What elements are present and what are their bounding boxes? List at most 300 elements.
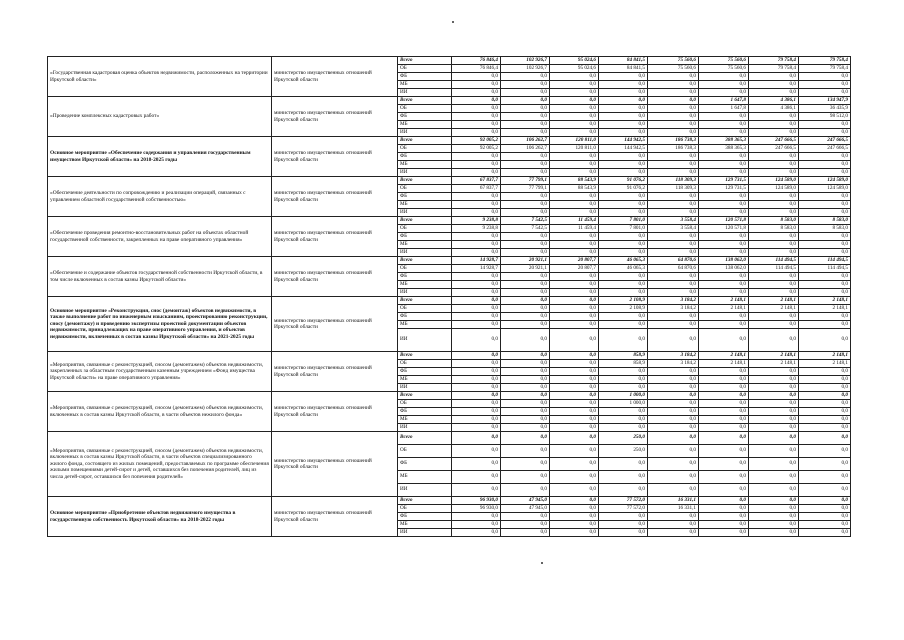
amount-cell: 91 076,2 [599, 177, 648, 185]
amount-cell: 36 435,9 [799, 105, 851, 113]
amount-cell: 0,0 [599, 97, 648, 105]
amount-cell: 120 571,8 [699, 217, 749, 225]
amount-cell: 3 184,2 [648, 297, 699, 305]
amount-cell: 124 589,0 [799, 185, 851, 193]
amount-cell: 0,0 [799, 241, 851, 249]
amount-cell: 0,0 [699, 400, 749, 408]
funding-source: Всего [398, 392, 452, 400]
amount-cell: 88 543,9 [550, 177, 599, 185]
funding-source: ФБ [398, 73, 452, 81]
funding-source: ФБ [398, 458, 452, 471]
funding-source: ИИ [398, 289, 452, 297]
amount-cell: 0,0 [699, 169, 749, 177]
funding-source: МБ [398, 81, 452, 89]
amount-cell: 0,0 [699, 81, 749, 89]
amount-cell: 75 560,6 [699, 57, 749, 65]
activity-name: «Проведение комплексных кадастровых работ» [48, 97, 272, 137]
amount-cell: 0,0 [599, 384, 648, 392]
amount-cell: 0,0 [599, 249, 648, 257]
amount-cell: 0,0 [699, 193, 749, 201]
amount-cell: 84 841,5 [599, 65, 648, 73]
amount-cell: 0,0 [648, 408, 699, 416]
amount-cell: 0,0 [648, 471, 699, 484]
amount-cell: 0,0 [599, 273, 648, 281]
amount-cell: 0,0 [452, 392, 501, 400]
amount-cell: 0,0 [452, 384, 501, 392]
amount-cell: 0,0 [599, 241, 648, 249]
amount-cell: 2 108,9 [599, 297, 648, 305]
amount-cell: 247 666,5 [749, 145, 799, 153]
amount-cell: 2 148,1 [799, 360, 851, 368]
funding-source: ОБ [398, 400, 452, 408]
responsible-executor: министерство имущественных отношений Иркутской области [272, 57, 398, 97]
amount-cell: 0,0 [648, 281, 699, 289]
amount-cell: 0,0 [501, 408, 550, 416]
amount-cell: 0,0 [699, 424, 749, 432]
amount-cell: 0,0 [648, 376, 699, 384]
amount-cell: 0,0 [749, 89, 799, 97]
amount-cell: 0,0 [699, 505, 749, 513]
amount-cell: 0,0 [799, 321, 851, 329]
amount-cell: 0,0 [648, 273, 699, 281]
amount-cell: 2 148,1 [749, 305, 799, 313]
amount-cell: 0,0 [799, 289, 851, 297]
amount-cell: 0,0 [648, 521, 699, 529]
amount-cell: 0,0 [648, 193, 699, 201]
amount-cell: 0,0 [599, 129, 648, 137]
amount-cell: 0,0 [501, 73, 550, 81]
amount-cell: 0,0 [699, 281, 749, 289]
table-row [48, 392, 851, 400]
amount-cell: 0,0 [749, 153, 799, 161]
amount-cell: 0,0 [648, 458, 699, 471]
amount-cell: 0,0 [799, 384, 851, 392]
amount-cell: 0,0 [799, 161, 851, 169]
amount-cell: 0,0 [648, 529, 699, 537]
funding-source: ОБ [398, 225, 452, 233]
amount-cell: 0,0 [452, 368, 501, 376]
amount-cell: 0,0 [550, 408, 599, 416]
amount-cell: 0,0 [799, 281, 851, 289]
amount-cell: 0,0 [550, 273, 599, 281]
funding-source: ОБ [398, 445, 452, 458]
amount-cell: 0,0 [452, 241, 501, 249]
amount-cell: 0,0 [648, 201, 699, 209]
amount-cell: 88 543,9 [550, 185, 599, 193]
amount-cell: 0,0 [699, 161, 749, 169]
amount-cell: 0,0 [452, 169, 501, 177]
amount-cell: 0,0 [699, 121, 749, 129]
amount-cell: 0,0 [648, 153, 699, 161]
funding-source: ОБ [398, 105, 452, 113]
amount-cell: 0,0 [550, 289, 599, 297]
activity-name: Основное мероприятие «Реконструкция, снос (демонтаж) объектов недвижимости, в также выполнение работ по инженерным изысканиям, проектированию реконструкции, сносу (демонтажу) и проведению экспертизы проектной документации объектов недвижимости, принадлежащих на праве оперативного управления, и объектов недвижимости, включенных в состав казны Иркутской области» на 2021-2025 годы [48, 297, 272, 352]
amount-cell: 0,0 [599, 368, 648, 376]
amount-cell: 0,0 [550, 313, 599, 321]
activity-name: «Мероприятия, связанные с реконструкцией, сносом (демонтажем) объектов недвижимости, закрепленных за областным государственным казенным учреждением «Фонд имущества Иркутской области» на праве оперативного управления» [48, 352, 272, 392]
amount-cell: 0,0 [599, 105, 648, 113]
amount-cell: 0,0 [501, 416, 550, 424]
amount-cell: 118 309,3 [648, 177, 699, 185]
amount-cell: 0,0 [501, 321, 550, 329]
amount-cell: 0,0 [799, 408, 851, 416]
activity-name: «Обеспечение деятельности по сопровождению и реализации операций, связанных с управлением областной государственной собственностью» [48, 177, 272, 217]
amount-cell: 46 065,3 [599, 257, 648, 265]
funding-source: МБ [398, 521, 452, 529]
amount-cell: 120 571,8 [699, 225, 749, 233]
amount-cell: 0,0 [452, 249, 501, 257]
amount-cell: 0,0 [749, 193, 799, 201]
funding-source: МБ [398, 201, 452, 209]
amount-cell: 0,0 [452, 360, 501, 368]
amount-cell: 0,0 [501, 329, 550, 352]
amount-cell: 0,0 [501, 529, 550, 537]
amount-cell: 0,0 [599, 233, 648, 241]
amount-cell: 0,0 [550, 233, 599, 241]
amount-cell: 0,0 [501, 153, 550, 161]
amount-cell: 0,0 [699, 513, 749, 521]
funding-source: ФБ [398, 193, 452, 201]
amount-cell: 4 386,1 [749, 97, 799, 105]
amount-cell: 0,0 [501, 105, 550, 113]
amount-cell: 0,0 [452, 289, 501, 297]
amount-cell: 0,0 [799, 521, 851, 529]
amount-cell: 20 921,1 [501, 257, 550, 265]
amount-cell: 0,0 [501, 445, 550, 458]
amount-cell: 0,0 [550, 505, 599, 513]
amount-cell: 0,0 [599, 313, 648, 321]
amount-cell: 2 148,1 [749, 297, 799, 305]
funding-source: ИИ [398, 484, 452, 497]
amount-cell: 0,0 [599, 471, 648, 484]
amount-cell: 0,0 [452, 408, 501, 416]
amount-cell: 0,0 [452, 89, 501, 97]
amount-cell: 0,0 [749, 521, 799, 529]
amount-cell: 0,0 [501, 249, 550, 257]
amount-cell: 14 928,7 [452, 257, 501, 265]
amount-cell: 0,0 [799, 400, 851, 408]
amount-cell: 0,0 [799, 81, 851, 89]
amount-cell: 0,0 [799, 513, 851, 521]
amount-cell: 0,0 [501, 424, 550, 432]
amount-cell: 0,0 [452, 281, 501, 289]
amount-cell: 0,0 [550, 169, 599, 177]
amount-cell: 0,0 [648, 313, 699, 321]
amount-cell: 0,0 [699, 329, 749, 352]
amount-cell: 0,0 [799, 484, 851, 497]
amount-cell: 91 076,2 [599, 185, 648, 193]
amount-cell: 0,0 [749, 281, 799, 289]
scan-speck [541, 562, 543, 564]
amount-cell: 0,0 [599, 73, 648, 81]
funding-source: ИИ [398, 89, 452, 97]
amount-cell: 2 148,1 [799, 305, 851, 313]
funding-source: МБ [398, 161, 452, 169]
amount-cell: 0,0 [501, 233, 550, 241]
amount-cell: 247 666,5 [799, 145, 851, 153]
amount-cell: 77 799,1 [501, 177, 550, 185]
amount-cell: 0,0 [452, 97, 501, 105]
amount-cell: 0,0 [501, 313, 550, 321]
amount-cell: 0,0 [599, 408, 648, 416]
amount-cell: 3 558,4 [648, 217, 699, 225]
amount-cell: 0,0 [648, 169, 699, 177]
amount-cell: 120 811,0 [550, 145, 599, 153]
funding-source: ИИ [398, 384, 452, 392]
amount-cell: 7 542,5 [501, 225, 550, 233]
amount-cell: 0,0 [550, 376, 599, 384]
amount-cell: 0,0 [749, 321, 799, 329]
amount-cell: 11 459,4 [550, 217, 599, 225]
amount-cell: 129 731,5 [699, 177, 749, 185]
table-row [48, 257, 851, 265]
amount-cell: 0,0 [599, 281, 648, 289]
amount-cell: 0,0 [749, 513, 799, 521]
amount-cell: 0,0 [550, 193, 599, 201]
table-row [48, 432, 851, 445]
amount-cell: 2 108,9 [599, 305, 648, 313]
amount-cell: 0,0 [550, 297, 599, 305]
amount-cell: 0,0 [550, 81, 599, 89]
amount-cell: 0,0 [599, 521, 648, 529]
funding-source: Всего [398, 57, 452, 65]
table-row [48, 137, 851, 145]
amount-cell: 0,0 [699, 113, 749, 121]
amount-cell: 0,0 [749, 249, 799, 257]
amount-cell: 1 000,0 [599, 392, 648, 400]
amount-cell: 388 365,3 [699, 145, 749, 153]
amount-cell: 0,0 [699, 209, 749, 217]
amount-cell: 0,0 [799, 445, 851, 458]
amount-cell: 0,0 [550, 305, 599, 313]
activity-name: «Обеспечение проведения ремонтно-восстановительных работ на объектах областной государственной собственности, закрепленных на праве оперативного управления» [48, 217, 272, 257]
amount-cell: 0,0 [749, 368, 799, 376]
amount-cell: 0,0 [550, 424, 599, 432]
amount-cell: 0,0 [749, 129, 799, 137]
amount-cell: 1 000,0 [599, 400, 648, 408]
amount-cell: 0,0 [501, 360, 550, 368]
amount-cell: 0,0 [648, 113, 699, 121]
amount-cell: 0,0 [648, 384, 699, 392]
funding-source: ИИ [398, 249, 452, 257]
funding-source: МБ [398, 241, 452, 249]
funding-source: ОБ [398, 505, 452, 513]
amount-cell: 0,0 [501, 368, 550, 376]
amount-cell: 0,0 [749, 313, 799, 321]
amount-cell: 0,0 [501, 432, 550, 445]
amount-cell: 0,0 [599, 161, 648, 169]
amount-cell: 0,0 [749, 169, 799, 177]
amount-cell: 0,0 [452, 297, 501, 305]
responsible-executor: министерство имущественных отношений Иркутской области [272, 497, 398, 537]
amount-cell: 0,0 [550, 360, 599, 368]
amount-cell: 2 148,1 [699, 305, 749, 313]
amount-cell: 0,0 [550, 400, 599, 408]
table-row [48, 177, 851, 185]
amount-cell: 0,0 [452, 313, 501, 321]
amount-cell: 0,0 [749, 392, 799, 400]
responsible-executor: министерство имущественных отношений Иркутской области [272, 352, 398, 392]
amount-cell: 8 583,0 [749, 225, 799, 233]
table-row [48, 352, 851, 360]
responsible-executor: министерство имущественных отношений Иркутской области [272, 97, 398, 137]
amount-cell: 0,0 [550, 321, 599, 329]
amount-cell: 0,0 [452, 416, 501, 424]
amount-cell: 0,0 [550, 432, 599, 445]
amount-cell: 0,0 [452, 376, 501, 384]
funding-source: ФБ [398, 153, 452, 161]
amount-cell: 134 947,9 [799, 97, 851, 105]
scan-speck [452, 21, 454, 23]
amount-cell: 0,0 [799, 392, 851, 400]
amount-cell: 0,0 [749, 376, 799, 384]
amount-cell: 106 262,7 [501, 137, 550, 145]
amount-cell: 76 846,4 [452, 57, 501, 65]
amount-cell: 79 758,4 [799, 65, 851, 73]
amount-cell: 0,0 [550, 89, 599, 97]
responsible-executor: министерство имущественных отношений Иркутской области [272, 297, 398, 352]
amount-cell: 0,0 [501, 513, 550, 521]
amount-cell: 0,0 [799, 329, 851, 352]
funding-source: ИИ [398, 129, 452, 137]
amount-cell: 0,0 [452, 233, 501, 241]
amount-cell: 102 926,7 [501, 65, 550, 73]
amount-cell: 75 560,6 [699, 65, 749, 73]
amount-cell: 0,0 [749, 241, 799, 249]
amount-cell: 247 666,5 [799, 137, 851, 145]
funding-source: ФБ [398, 408, 452, 416]
amount-cell: 0,0 [699, 241, 749, 249]
amount-cell: 0,0 [599, 321, 648, 329]
amount-cell: 0,0 [599, 113, 648, 121]
amount-cell: 0,0 [799, 73, 851, 81]
amount-cell: 186 738,3 [648, 137, 699, 145]
amount-cell: 0,0 [550, 521, 599, 529]
amount-cell: 186 738,3 [648, 145, 699, 153]
amount-cell: 2 148,1 [799, 297, 851, 305]
amount-cell: 1 647,8 [699, 105, 749, 113]
amount-cell: 20 807,7 [550, 265, 599, 273]
amount-cell: 0,0 [599, 89, 648, 97]
amount-cell: 0,0 [648, 329, 699, 352]
amount-cell: 0,0 [799, 313, 851, 321]
amount-cell: 75 560,6 [648, 65, 699, 73]
amount-cell: 0,0 [550, 97, 599, 105]
amount-cell: 0,0 [550, 392, 599, 400]
amount-cell: 0,0 [501, 113, 550, 121]
amount-cell: 7 801,0 [599, 217, 648, 225]
amount-cell: 2 148,1 [699, 352, 749, 360]
amount-cell: 0,0 [648, 233, 699, 241]
amount-cell: 0,0 [749, 408, 799, 416]
amount-cell: 0,0 [599, 289, 648, 297]
amount-cell: 0,0 [799, 193, 851, 201]
amount-cell: 20 807,7 [550, 257, 599, 265]
amount-cell: 0,0 [550, 529, 599, 537]
amount-cell: 0,0 [749, 121, 799, 129]
amount-cell: 9 238,8 [452, 225, 501, 233]
amount-cell: 0,0 [699, 313, 749, 321]
funding-source: МБ [398, 281, 452, 289]
amount-cell: 98 512,0 [799, 113, 851, 121]
amount-cell: 79 758,4 [749, 57, 799, 65]
amount-cell: 64 870,6 [648, 265, 699, 273]
amount-cell: 0,0 [550, 329, 599, 352]
amount-cell: 0,0 [648, 289, 699, 297]
amount-cell: 0,0 [599, 424, 648, 432]
amount-cell: 118 309,3 [648, 185, 699, 193]
amount-cell: 0,0 [452, 352, 501, 360]
amount-cell: 0,0 [648, 121, 699, 129]
amount-cell: 0,0 [452, 424, 501, 432]
amount-cell: 4 386,1 [749, 105, 799, 113]
amount-cell: 247 666,5 [749, 137, 799, 145]
funding-source: ФБ [398, 513, 452, 521]
amount-cell: 0,0 [452, 445, 501, 458]
amount-cell: 0,0 [699, 73, 749, 81]
amount-cell: 138 062,0 [699, 265, 749, 273]
amount-cell: 0,0 [501, 458, 550, 471]
amount-cell: 0,0 [501, 169, 550, 177]
amount-cell: 0,0 [452, 209, 501, 217]
funding-source: ФБ [398, 313, 452, 321]
amount-cell: 0,0 [501, 201, 550, 209]
amount-cell: 0,0 [452, 105, 501, 113]
amount-cell: 0,0 [799, 376, 851, 384]
amount-cell: 0,0 [550, 471, 599, 484]
amount-cell: 0,0 [648, 97, 699, 105]
amount-cell: 0,0 [799, 273, 851, 281]
amount-cell: 0,0 [452, 529, 501, 537]
amount-cell: 0,0 [452, 73, 501, 81]
amount-cell: 0,0 [749, 529, 799, 537]
amount-cell: 114 494,5 [749, 265, 799, 273]
amount-cell: 0,0 [599, 376, 648, 384]
amount-cell: 114 494,5 [799, 257, 851, 265]
amount-cell: 0,0 [550, 484, 599, 497]
amount-cell: 106 262,7 [501, 145, 550, 153]
amount-cell: 0,0 [799, 458, 851, 471]
amount-cell: 0,0 [452, 458, 501, 471]
amount-cell: 0,0 [501, 209, 550, 217]
amount-cell: 11 459,4 [550, 225, 599, 233]
amount-cell: 96 930,0 [452, 505, 501, 513]
amount-cell: 0,0 [550, 384, 599, 392]
amount-cell: 0,0 [699, 432, 749, 445]
amount-cell: 0,0 [699, 529, 749, 537]
funding-source: Всего [398, 177, 452, 185]
amount-cell: 95 024,6 [550, 57, 599, 65]
budget-table [47, 56, 851, 537]
amount-cell: 0,0 [550, 161, 599, 169]
amount-cell: 77 572,0 [599, 505, 648, 513]
amount-cell: 0,0 [749, 201, 799, 209]
amount-cell: 0,0 [501, 297, 550, 305]
amount-cell: 0,0 [599, 209, 648, 217]
amount-cell: 0,0 [699, 484, 749, 497]
amount-cell: 0,0 [550, 121, 599, 129]
funding-source: Всего [398, 97, 452, 105]
amount-cell: 0,0 [501, 241, 550, 249]
amount-cell: 2 148,1 [749, 352, 799, 360]
amount-cell: 3 184,2 [648, 352, 699, 360]
amount-cell: 0,0 [501, 521, 550, 529]
amount-cell: 0,0 [452, 400, 501, 408]
amount-cell: 0,0 [799, 432, 851, 445]
amount-cell: 0,0 [699, 129, 749, 137]
amount-cell: 2 148,1 [749, 360, 799, 368]
amount-cell: 0,0 [648, 400, 699, 408]
